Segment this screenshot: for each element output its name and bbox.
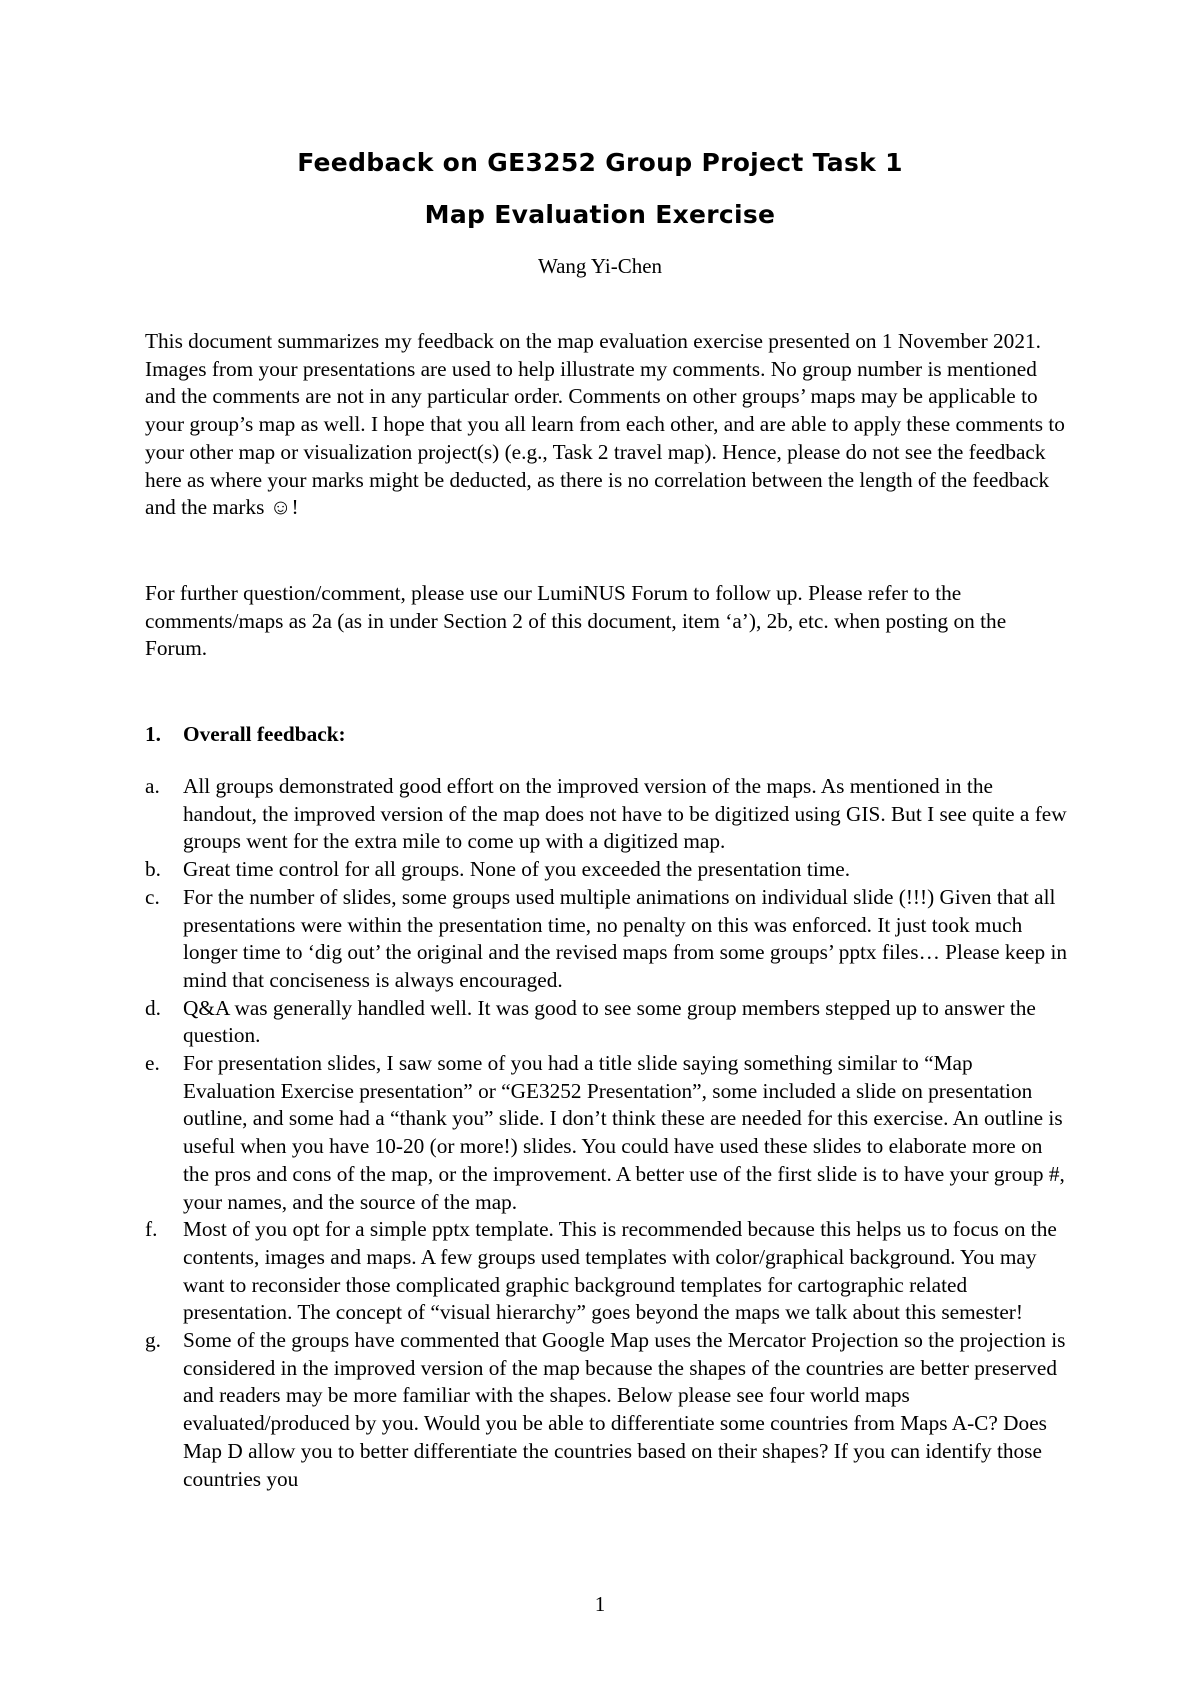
list-item-text: For the number of slides, some groups used multiple animations on individual slide (!!!) Given that all presentations were within the presentation time, no penalty on this was enforced. It just took much longer time to ‘dig out’ the original and the revised maps from some groups’ pptx files… Please keep in mind that conciseness is always encouraged. (183, 884, 1068, 992)
list-item (145, 1050, 1070, 1216)
list-item-letter: e. (145, 1051, 160, 1076)
list-item (145, 1216, 1070, 1327)
list-item-text: Q&A was generally handled well. It was good to see some group members stepped up to answer the question. (183, 995, 1036, 1048)
document-subtitle: Map Evaluation Exercise (424, 200, 776, 229)
intro-paragraph (145, 328, 1070, 522)
section-number: 1. (145, 722, 161, 746)
list-item-letter: g. (145, 1328, 161, 1353)
section-heading-overall-feedback (145, 722, 346, 747)
list-item-letter: c. (145, 884, 160, 909)
list-item-text: For presentation slides, I saw some of you had a title slide saying something similar to “Map Evaluation Exercise presentation” or “GE3252 Presentation”, some included a slide on presentation outline, and some had a “thank you” slide. I don’t think these are needed for this exercise. An outline is useful when you have 10-20 (or more!) slides. You could have used these slides to elaborate more on the pros and cons of the map, or the improvement. A better use of the first slide is to have your group #, your names, and the source of the map. (183, 1051, 1065, 1214)
list-item (145, 1327, 1070, 1493)
feedback-list (145, 773, 1070, 1493)
page-number: 1 (594, 1592, 606, 1616)
section-title: Overall feedback: (183, 722, 346, 746)
list-item-letter: f. (145, 1217, 158, 1242)
list-item-text: Great time control for all groups. None of you exceeded the presentation time. (183, 857, 851, 882)
list-item-text: All groups demonstrated good effort on the improved version of the maps. As mentioned in the handout, the improved version of the map does not have to be digitized using GIS. But I see quite a few groups went for the extra mile to come up with a digitized map. (183, 774, 1067, 854)
list-item-text: Most of you opt for a simple pptx template. This is recommended because this helps us to focus on the contents, images and maps. A few groups used templates with color/graphical background. You may want to reconsider those complicated graphic background templates for cartographic related presentation. The concept of “visual hierarchy” goes beyond the maps we talk about this semester! (183, 1217, 1057, 1325)
list-item (145, 884, 1070, 995)
list-item (145, 773, 1070, 856)
intro-text: This document summarizes my feedback on the map evaluation exercise presented on 1 November 2021. Images from your presentations are used to help illustrate my comments. No group number is mentioned and the comments are not in any particular order. Comments on other groups’ maps may be applicable to your group’s map as well. I hope that you all learn from each other, and are able to apply these comments to your other map or visualization project(s) (e.g., Task 2 travel map). Hence, please do not see the feedback here as where your marks might be deducted, as there is no correlation between the length of the feedback and the marks ☺! (145, 329, 1065, 520)
list-item-text: Some of the groups have commented that Google Map uses the Mercator Projection so the projection is considered in the improved version of the map because the shapes of the countries are better preserved and readers may be more familiar with the shapes. Below please see four world maps evaluated/produced by you. Would you be able to differentiate some countries from Maps A-C? Does Map D allow you to better differentiate the countries based on their shapes? If you can identify those countries you (183, 1328, 1066, 1491)
list-item (145, 856, 1070, 884)
list-item (145, 995, 1070, 1050)
list-item-letter: d. (145, 995, 161, 1020)
document-title: Feedback on GE3252 Group Project Task 1 (297, 148, 903, 177)
document-author: Wang Yi-Chen (537, 254, 663, 278)
followup-text: For further question/comment, please use our LumiNUS Forum to follow up. Please refer to the comments/maps as 2a (as in under Section 2 of this document, item ‘a’), 2b, etc. when posting on the Forum. (145, 581, 1007, 661)
followup-paragraph (145, 580, 1070, 663)
list-item-letter: b. (145, 857, 161, 882)
list-item-letter: a. (145, 774, 160, 798)
